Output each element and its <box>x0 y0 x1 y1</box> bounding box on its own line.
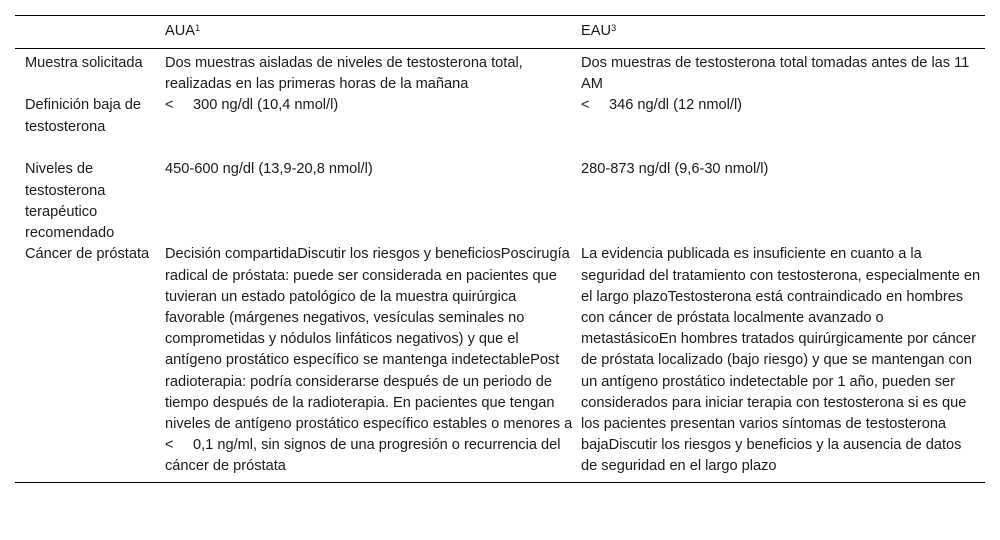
header-eau: EAU$^3$ <box>581 23 617 39</box>
less-than-symbol: < <box>165 97 174 114</box>
eau-cell: < 346 ng/dl (12 nmol/l) <box>577 95 985 159</box>
eau-cell: La evidencia publicada es insuficiente en cuanto a la seguridad del tratamiento con testosterona, especialmente en el largo plazoTestosterona está contraindicado en hombres con cáncer de próstata localmente avanzado o metastásicoEn hombres tratados quirúrgicamente por cáncer de próstata localizado (bajo riesgo) y que se mantengan con un antígeno prostático indetectable por 1 año, pueden ser considerados para iniciar terapia con testosterona si es que los pacientes presentan varios síntomas de testosterona bajaDiscutir los riesgos y beneficios y la ausencia de datos de seguridad en el largo plazo <box>581 246 981 475</box>
aua-cell: < 300 ng/dl (10,4 nmol/l) <box>161 95 577 159</box>
aua-cell: Dos muestras aisladas de niveles de testosterona total, realizadas en las primeras horas de la mañana <box>165 55 523 93</box>
less-than-symbol: < <box>165 437 174 454</box>
table-row <box>15 95 985 159</box>
eau-cell: 280-873 ng/dl (9,6-30 nmol/l) <box>581 161 769 178</box>
row-label: Muestra solicitada <box>25 55 143 71</box>
eau-cell: Dos muestras de testosterona total tomadas antes de las 11 AM <box>581 55 970 93</box>
aua-cell: Decisión compartidaDiscutir los riesgos y beneficiosPoscirugía radical de próstata: puede ser considerada en pacientes que tuvieran un estado patológico de la muestra quirúrgica favorable (márgenes negativos, vesículas seminales no comprometidas y nódulos linfáticos negativos) y que el antígeno prostático específico se mantenga indetectablePost radioterapia: podría considerarse después de un periodo de tiempo después de la radioterapia. En pacientes que tengan niveles de antígeno prostático específico estables o menores a < 0,1 ng/ml, sin signos de una progresión o recurrencia del cáncer de próstata <box>165 246 573 475</box>
row-label: Cáncer de próstata <box>25 246 150 263</box>
table-row <box>15 49 985 96</box>
header-empty-cell <box>15 16 161 49</box>
table-row <box>15 244 985 482</box>
row-label: Niveles de testosterona terapéutico recomendado <box>25 161 115 242</box>
row-label: Definición baja de testosterona <box>25 97 142 135</box>
comparison-table-container <box>15 15 985 483</box>
header-eau-ref: 3 <box>611 23 617 34</box>
comparison-table <box>15 15 985 483</box>
aua-cell: 450-600 ng/dl (13,9-20,8 nmol/l) <box>165 161 373 178</box>
header-aua: AUA$^1$ <box>165 23 201 39</box>
table-row <box>15 159 985 244</box>
header-aua-ref: 1 <box>195 23 201 34</box>
less-than-symbol: < <box>581 97 590 114</box>
header-row <box>15 16 985 49</box>
